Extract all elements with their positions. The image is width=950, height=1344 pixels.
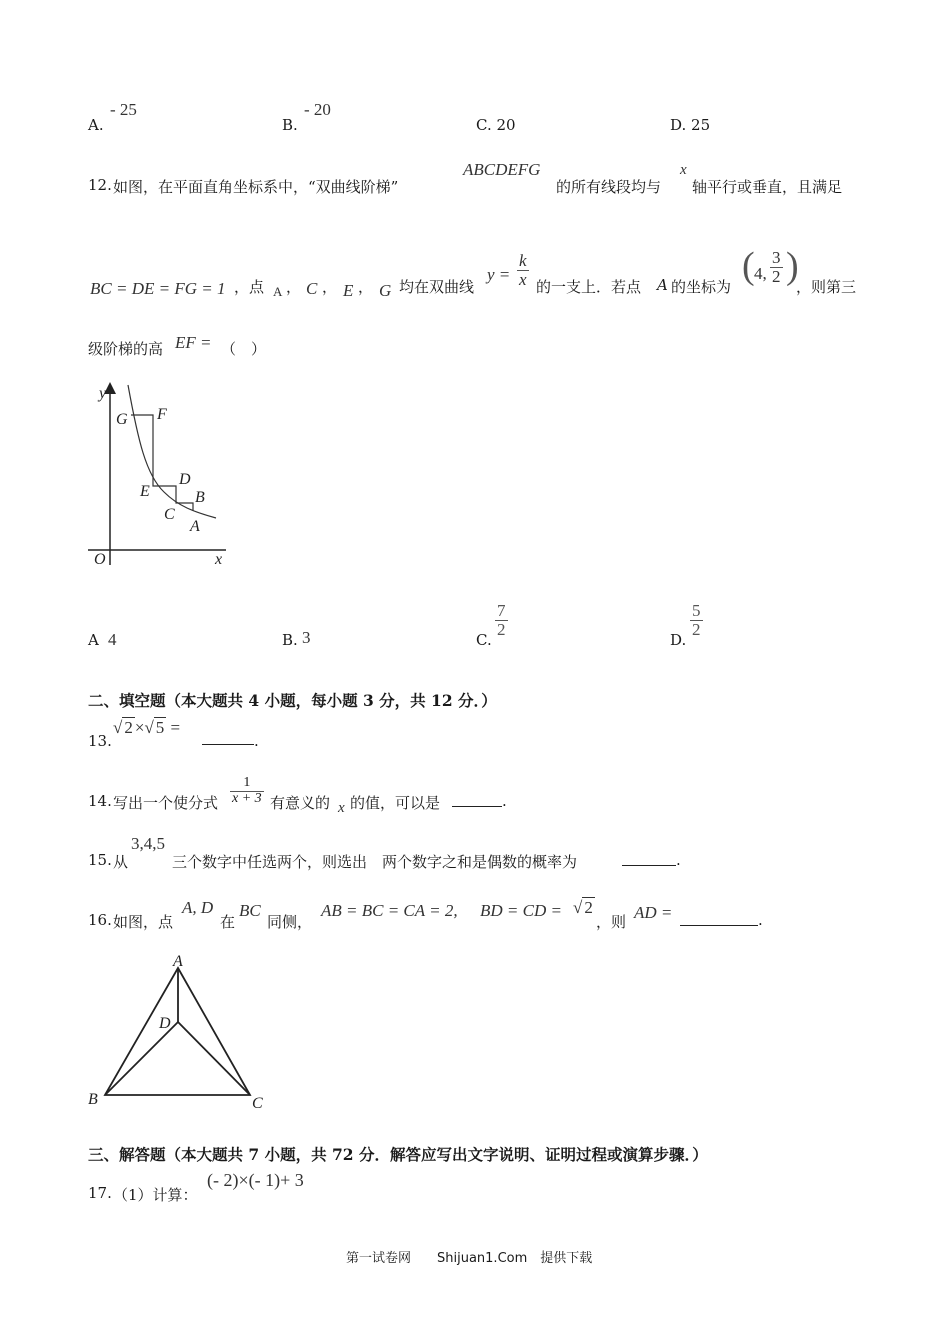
q11-option-b-label: B. [282, 116, 298, 134]
q14-text-2: 有意义的 [270, 794, 331, 812]
q14-frac-den: x + 3 [232, 790, 262, 806]
q16-text-1: 如图，点 [113, 913, 174, 931]
q12-frac-den: x [519, 269, 527, 289]
q12-text-6: 的一支上．若点 [536, 278, 642, 296]
q16-text-2: 在 [220, 913, 236, 931]
q12-option-c-num: 7 [497, 601, 506, 620]
q14-frac-num: 1 [243, 775, 251, 790]
q12-fraction [517, 252, 529, 289]
q12-number: 12. [88, 176, 112, 194]
q17-text-1: （1）计算： [113, 1186, 198, 1204]
q12-option-a-label: A [88, 631, 99, 649]
q16-triangle-figure [84, 950, 274, 1115]
fig12-label-b: B [195, 489, 205, 506]
q13-sqrt-1: √ 2 [113, 718, 133, 737]
q16-math-ad2: AD = [634, 903, 673, 922]
q12-text-3: 轴平行或垂直，且满足 [692, 178, 843, 196]
q11-option-a-value: - 25 [110, 100, 137, 119]
q12-option-b-label: B. [282, 631, 298, 649]
q13-times: × [134, 718, 145, 737]
q14-end: . [502, 792, 507, 810]
q12-paren: （ ） [221, 340, 267, 358]
q12-option-c-frac [495, 602, 508, 639]
q12-coord-rparen: ) [786, 245, 799, 287]
q16-math-bc: BC [239, 901, 261, 920]
page-footer: 第一试卷网 Shijuan1.Com 提供下载 [346, 1251, 593, 1266]
q12-hyperbola-staircase-figure [86, 380, 236, 570]
q16-end: . [758, 911, 763, 929]
q13-rad-1: 2 [124, 718, 133, 737]
q13-rad-2: 5 [155, 718, 165, 737]
q16-math-eq2: BD = CD = [480, 901, 562, 920]
q15-text-1: 从 [113, 853, 129, 871]
q15-answer-blank[interactable] [622, 851, 676, 866]
section-3-heading: 三、解答题（本大题共 7 小题，共 72 分．解答应写出文字说明、证明过程或演算步骤．） [88, 1145, 708, 1164]
q12-coord-lparen: ( [742, 245, 755, 287]
q12-math-stairs: ABCDEFG [463, 160, 541, 179]
fig12-label-x: x [215, 551, 223, 568]
q13-answer-blank[interactable] [202, 730, 254, 745]
q12-option-c-den: 2 [497, 619, 506, 639]
q15-end: . [676, 851, 681, 869]
q14-fraction [230, 776, 264, 806]
q12-option-d-frac [690, 602, 703, 639]
q14-text-3: 的值，可以是 [350, 794, 441, 812]
q12-text-4: ，点 [234, 278, 265, 296]
q12-text-5: 均在双曲线 [399, 278, 475, 296]
fig12-label-c: C [164, 506, 175, 523]
fig12-label-a: A [190, 518, 200, 535]
section-2-heading: 二、填空题（本大题共 4 小题，每小题 3 分，共 12 分．） [88, 691, 497, 710]
q12-coord-den: 2 [772, 266, 781, 286]
q12-math-y: y = [487, 265, 511, 284]
q16-math-eq1: AB = BC = CA = 2, [321, 901, 458, 920]
q16-answer-blank[interactable] [680, 911, 758, 926]
q12-comma-2: ， [322, 278, 338, 296]
q16-text-3: 同侧， [267, 913, 313, 931]
q14-math-x: x [338, 800, 345, 816]
q11-option-d: D. 25 [670, 116, 711, 134]
q12-option-d-num: 5 [692, 601, 701, 620]
q12-coord-frac [770, 249, 783, 286]
q16-number: 16. [88, 911, 112, 929]
q12-option-a-value: 4 [108, 630, 117, 649]
q12-coord-num: 3 [772, 248, 781, 267]
q11-option-c: C. 20 [476, 116, 516, 134]
q12-comma-1: ， [286, 278, 302, 296]
q13-number: 13. [88, 732, 112, 750]
fig16-label-a: A [173, 953, 183, 970]
fig16-label-d: D [159, 1015, 171, 1032]
q12-comma-3: ， [358, 278, 374, 296]
fig12-label-g: G [116, 411, 128, 428]
q13-equals: = [170, 718, 181, 737]
q12-point-a: A [273, 284, 283, 299]
q15-numbers: 3,4,5 [131, 834, 165, 853]
q12-text-1: 如图，在平面直角坐标系中，“双曲线阶梯” [113, 178, 399, 196]
q12-text-2: 的所有线段均与 [556, 178, 662, 196]
fig16-label-c: C [252, 1095, 263, 1112]
q15-text-2: 三个数字中任选两个，则选出 两个数字之和是偶数的概率为 [172, 853, 578, 871]
q12-point-c: C [306, 279, 318, 298]
q17-expression: (- 2)×(- 1)+ 3 [207, 1170, 304, 1190]
q12-math-x: x [680, 162, 687, 178]
q13-sqrt-2: √ 5 [144, 718, 165, 737]
q14-number: 14. [88, 792, 112, 810]
q12-text-8: 的坐标为 [671, 278, 732, 296]
fig12-label-f: F [157, 406, 167, 423]
fig16-label-b: B [88, 1091, 98, 1108]
q14-answer-blank[interactable] [452, 792, 502, 807]
q17-number: 17. [88, 1184, 112, 1202]
q14-text-1: 写出一个使分式 [113, 794, 219, 812]
q16-sqrt: √ 2 [573, 898, 593, 917]
q12-option-b-value: 3 [302, 628, 311, 647]
q16-rad: 2 [584, 898, 593, 917]
q12-point-g: G [379, 281, 392, 300]
q12-text-9: ，则第三 [796, 278, 857, 296]
q11-option-a-label: A. [88, 116, 104, 134]
q12-coord-x: 4, [754, 264, 767, 283]
q12-text-7: A [657, 276, 668, 294]
q12-frac-num: k [519, 251, 527, 270]
q12-option-d-label: D. [670, 631, 687, 649]
q15-number: 15. [88, 851, 112, 869]
q16-text-4: ，则 [596, 913, 627, 931]
q12-math-eq: BC = DE = FG = 1 [90, 279, 226, 298]
q12-option-d-den: 2 [692, 619, 701, 639]
q12-text-10: 级阶梯的高 [88, 340, 164, 358]
fig12-label-e: E [140, 483, 150, 500]
q12-option-c-label: C. [476, 631, 492, 649]
q12-math-ef: EF = [175, 333, 212, 352]
q16-math-ad: A, D [182, 898, 214, 917]
fig12-label-d: D [179, 471, 191, 488]
q12-point-e: E [343, 281, 354, 300]
q13-end: . [254, 732, 259, 750]
fig12-label-y: y [99, 385, 107, 402]
q11-option-b-value: - 20 [304, 100, 331, 119]
fig12-label-o: O [94, 551, 106, 568]
q13-expression [113, 718, 180, 738]
